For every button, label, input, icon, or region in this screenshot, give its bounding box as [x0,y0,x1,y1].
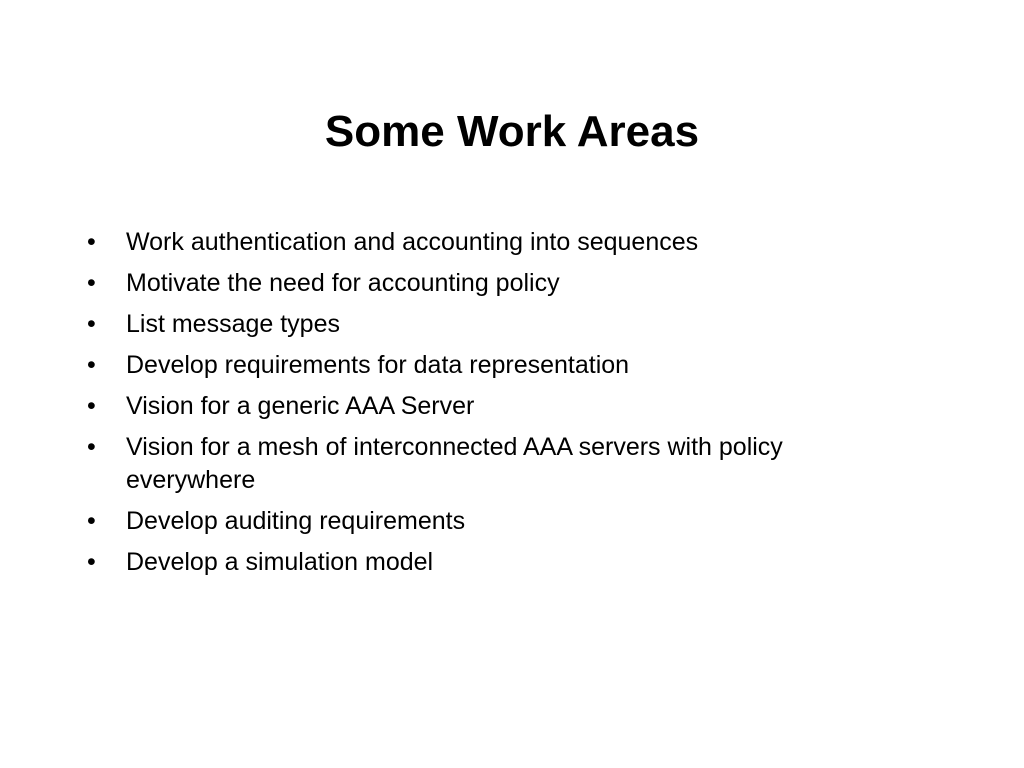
bullet-text: Develop requirements for data representation [126,351,630,379]
bullet-text: List message types [126,310,340,338]
bullet-icon: • [87,433,96,461]
bullet-icon: • [87,507,96,535]
bullet-text: Develop a simulation model [126,548,434,576]
list-item [0,267,1024,300]
bullet-icon: • [87,269,96,297]
bullet-icon: • [87,228,96,256]
slide-title: Some Work Areas [324,107,700,156]
list-item [0,226,1024,259]
bullet-text: Vision for a mesh of interconnected AAA servers with policy everywhere [126,433,783,494]
list-item [0,390,1024,423]
bullet-icon: • [87,351,96,379]
bullet-text: Vision for a generic AAA Server [126,392,475,420]
bullet-list [0,226,1024,587]
bullet-text: Work authentication and accounting into sequences [126,228,699,256]
bullet-icon: • [87,392,96,420]
list-item [0,308,1024,341]
list-item [0,349,1024,382]
list-item [0,431,1024,497]
list-item [0,505,1024,538]
list-item [0,546,1024,579]
bullet-icon: • [87,310,96,338]
bullet-text: Develop auditing requirements [126,507,466,535]
bullet-icon: • [87,548,96,576]
bullet-text: Motivate the need for accounting policy [126,269,560,297]
